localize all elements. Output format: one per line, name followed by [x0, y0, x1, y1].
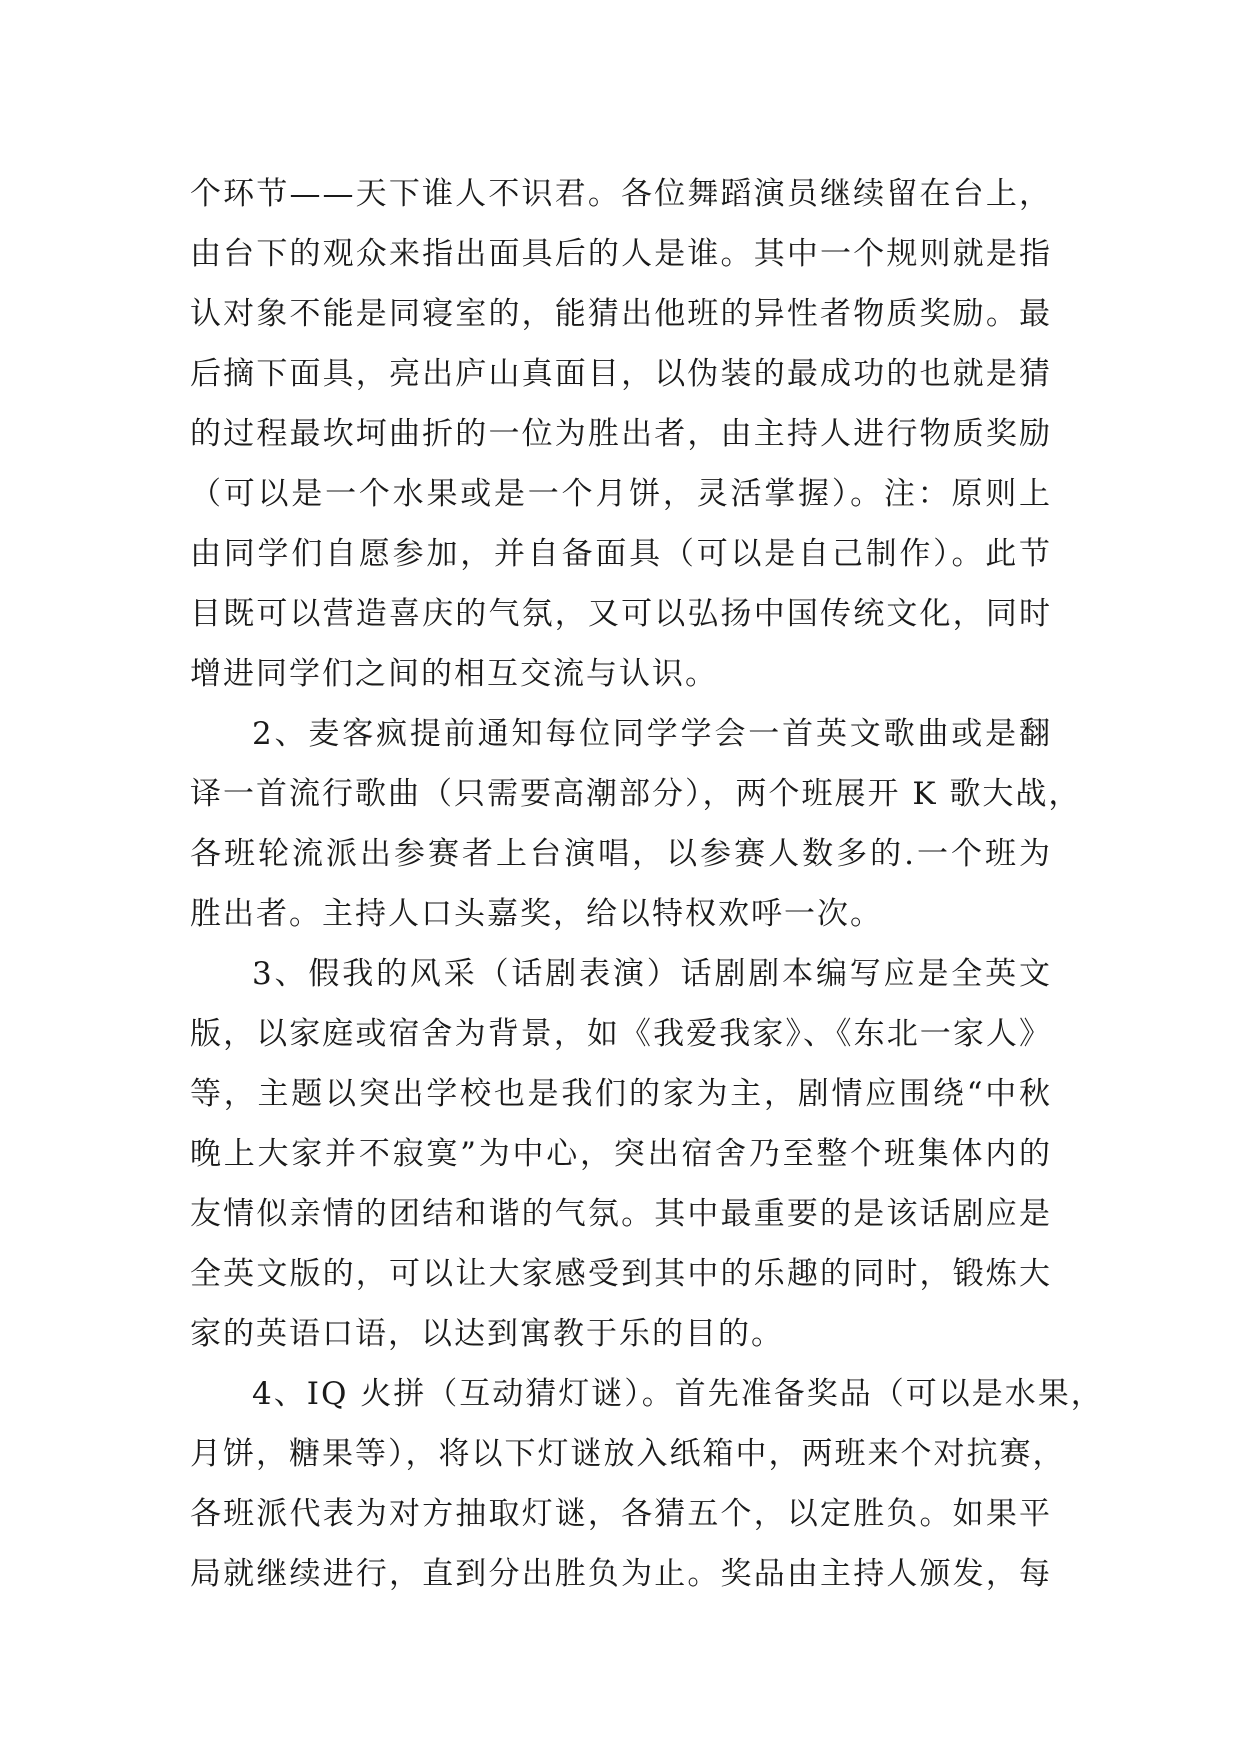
- text-line: 由台下的观众来指出面具后的人是谁。其中一个规则就是指: [190, 236, 1052, 272]
- text-line: 后摘下面具，亮出庐山真面目，以伪装的最成功的也就是猜: [190, 356, 1052, 392]
- text-line: 各班派代表为对方抽取灯谜，各猜五个，以定胜负。如果平: [190, 1496, 1052, 1532]
- body-text: [190, 164, 1104, 1604]
- paragraph-2-start: 2、麦客疯提前通知每位同学学会一首英文歌曲或是翻: [252, 716, 1052, 752]
- text-line: 的过程最坎坷曲折的一位为胜出者，由主持人进行物质奖励: [190, 416, 1052, 452]
- text-line: 各班轮流派出参赛者上台演唱，以参赛人数多的.一个班为: [190, 836, 1052, 872]
- text-line: 胜出者。主持人口头嘉奖，给以特权欢呼一次。: [190, 896, 883, 932]
- text-line: 全英文版的，可以让大家感受到其中的乐趣的同时，锻炼大: [190, 1256, 1052, 1292]
- text-line: 等，主题以突出学校也是我们的家为主，剧情应围绕“中秋: [190, 1076, 1052, 1112]
- text-line: 增进同学们之间的相互交流与认识。: [190, 656, 718, 692]
- text-line: 家的英语口语，以达到寓教于乐的目的。: [190, 1316, 784, 1352]
- text-line: 晚上大家并不寂寞”为中心，突出宿舍乃至整个班集体内的: [190, 1136, 1052, 1172]
- text-line: 版，以家庭或宿舍为背景，如《我爱我家》、《东北一家人》: [190, 1016, 1052, 1052]
- text-line: 个环节——天下谁人不识君。各位舞蹈演员继续留在台上，: [190, 176, 1052, 212]
- text-line: 友情似亲情的团结和谐的气氛。其中最重要的是该话剧应是: [190, 1196, 1052, 1232]
- text-line: （可以是一个水果或是一个月饼，灵活掌握）。注：原则上: [190, 476, 1052, 512]
- text-line: 译一首流行歌曲（只需要高潮部分），两个班展开 K 歌大战，: [190, 776, 1082, 812]
- text-line: 目既可以营造喜庆的气氛，又可以弘扬中国传统文化，同时: [190, 596, 1052, 632]
- text-line: 局就继续进行，直到分出胜负为止。奖品由主持人颁发，每: [190, 1556, 1052, 1592]
- text-line: 认对象不能是同寝室的，能猜出他班的异性者物质奖励。最: [190, 296, 1052, 332]
- paragraph-3-start: 3、假我的风采（话剧表演）话剧剧本编写应是全英文: [252, 956, 1052, 992]
- text-line: 月饼，糖果等），将以下灯谜放入纸箱中，两班来个对抗赛，: [190, 1436, 1066, 1472]
- text-line: 由同学们自愿参加，并自备面具（可以是自己制作）。此节: [190, 536, 1052, 572]
- paragraph-4-start: 4、IQ 火拼（互动猜灯谜）。首先准备奖品（可以是水果，: [252, 1376, 1104, 1412]
